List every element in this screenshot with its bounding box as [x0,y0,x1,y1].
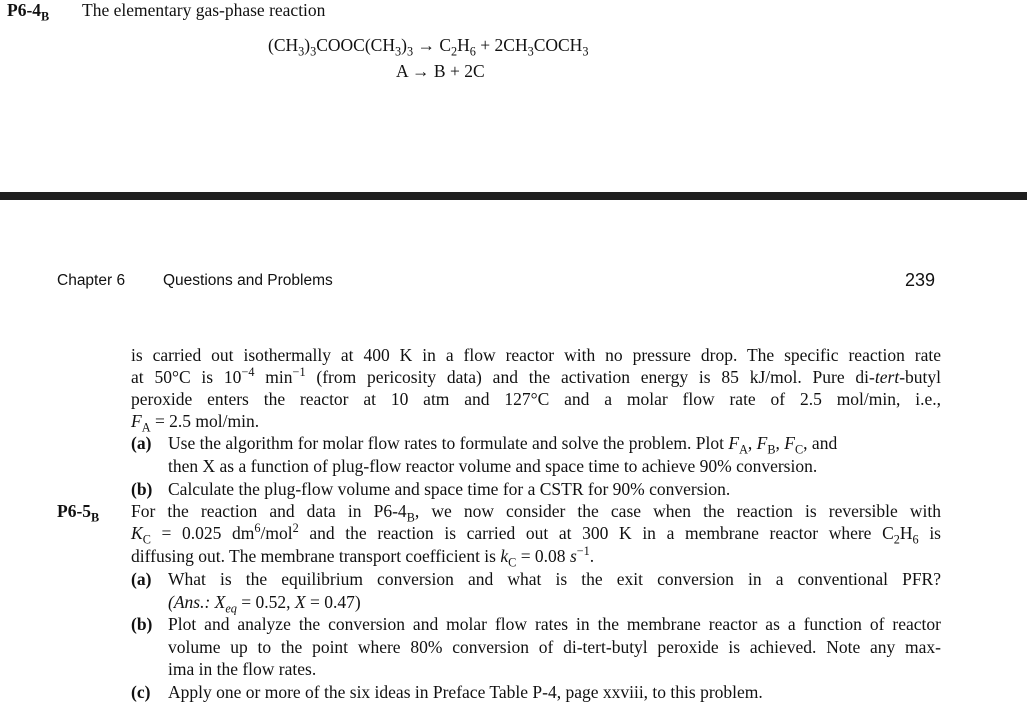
reaction-equation: $(CH_3)_3COOC(CH_3)_3 \to C_2H_6$ + $2CH_3COCH_3$ [268,35,589,59]
text-line: diffusing out. The membrane transport coefficient is $k_C = 0.08$ $s^{-1}$. [131,544,595,570]
text-line: Plot and analyze the conversion and molar flow rates in the membrane reactor as a function of reactor [168,614,941,634]
text-line: For the reaction and data in $P6-4_B$, we now consider the case when the reaction is reversible with [131,501,941,525]
text-line: (Ans.: $X_{eq} = 0.52$, X = 0.47) [168,592,361,616]
part-label: (b) [131,614,153,634]
part-label: (c) [131,682,151,702]
problem-intro: The elementary gas-phase reaction [82,0,326,20]
text-line: peroxide enters the reactor at 10 atm and 127°C and a molar flow rate of 2.5 mol/min, i.e., [131,389,941,409]
text-line: Use the algorithm for molar flow rates to formulate and solve the problem. Plot $F_A$, $F_B$, $F_C$, and [168,433,838,457]
reaction-symbolic: A → B + 2C [396,61,485,81]
page-number: 239 [905,270,936,290]
problem-label-p6-5: $P6-5_B$ [57,501,100,525]
section-title: Questions and Problems [163,272,333,289]
text-line: then X as a function of plug-flow reactor volume and space time to achieve 90% conversion. [168,456,818,476]
part-label: (a) [131,433,152,453]
part-label: (b) [131,479,153,499]
text-line: Calculate the plug-flow volume and space time for a CSTR for 90% conversion. [168,479,731,499]
chapter-label: Chapter 6 [57,272,126,289]
text-line: is carried out isothermally at 400 K in a flow reactor with no pressure drop. The specific reaction rate [131,345,941,365]
text-line: Apply one or more of the six ideas in Preface Table P-4, page xxviii, to this problem. [168,682,763,702]
problem-label-p6-4: $P6-4_B$ [7,0,50,24]
part-label: (a) [131,569,152,589]
text-line: $K_C = 0.025$ $dm^6/mol^2$ and the reaction is carried out at 300 K in a membrane reactor where $C_2H_6$ is [131,521,941,547]
text-line: ima in the flow rates. [168,659,317,679]
text-line: What is the equilibrium conversion and what is the exit conversion in a conventional PFR? [168,569,941,589]
text-line: volume up to the point where 80% conversion of di-tert-butyl peroxide is achieved. Note any max- [168,637,941,657]
text-line: $F_A = 2.5$ mol/min. [131,411,260,435]
page-divider [0,192,1027,200]
text-line: at 50°C is $10^{-4}$ $\min^{-1}$ (from pericosity data) and the activation energy is 85 kJ/mol. Pure di-tert-butyl [131,365,941,387]
